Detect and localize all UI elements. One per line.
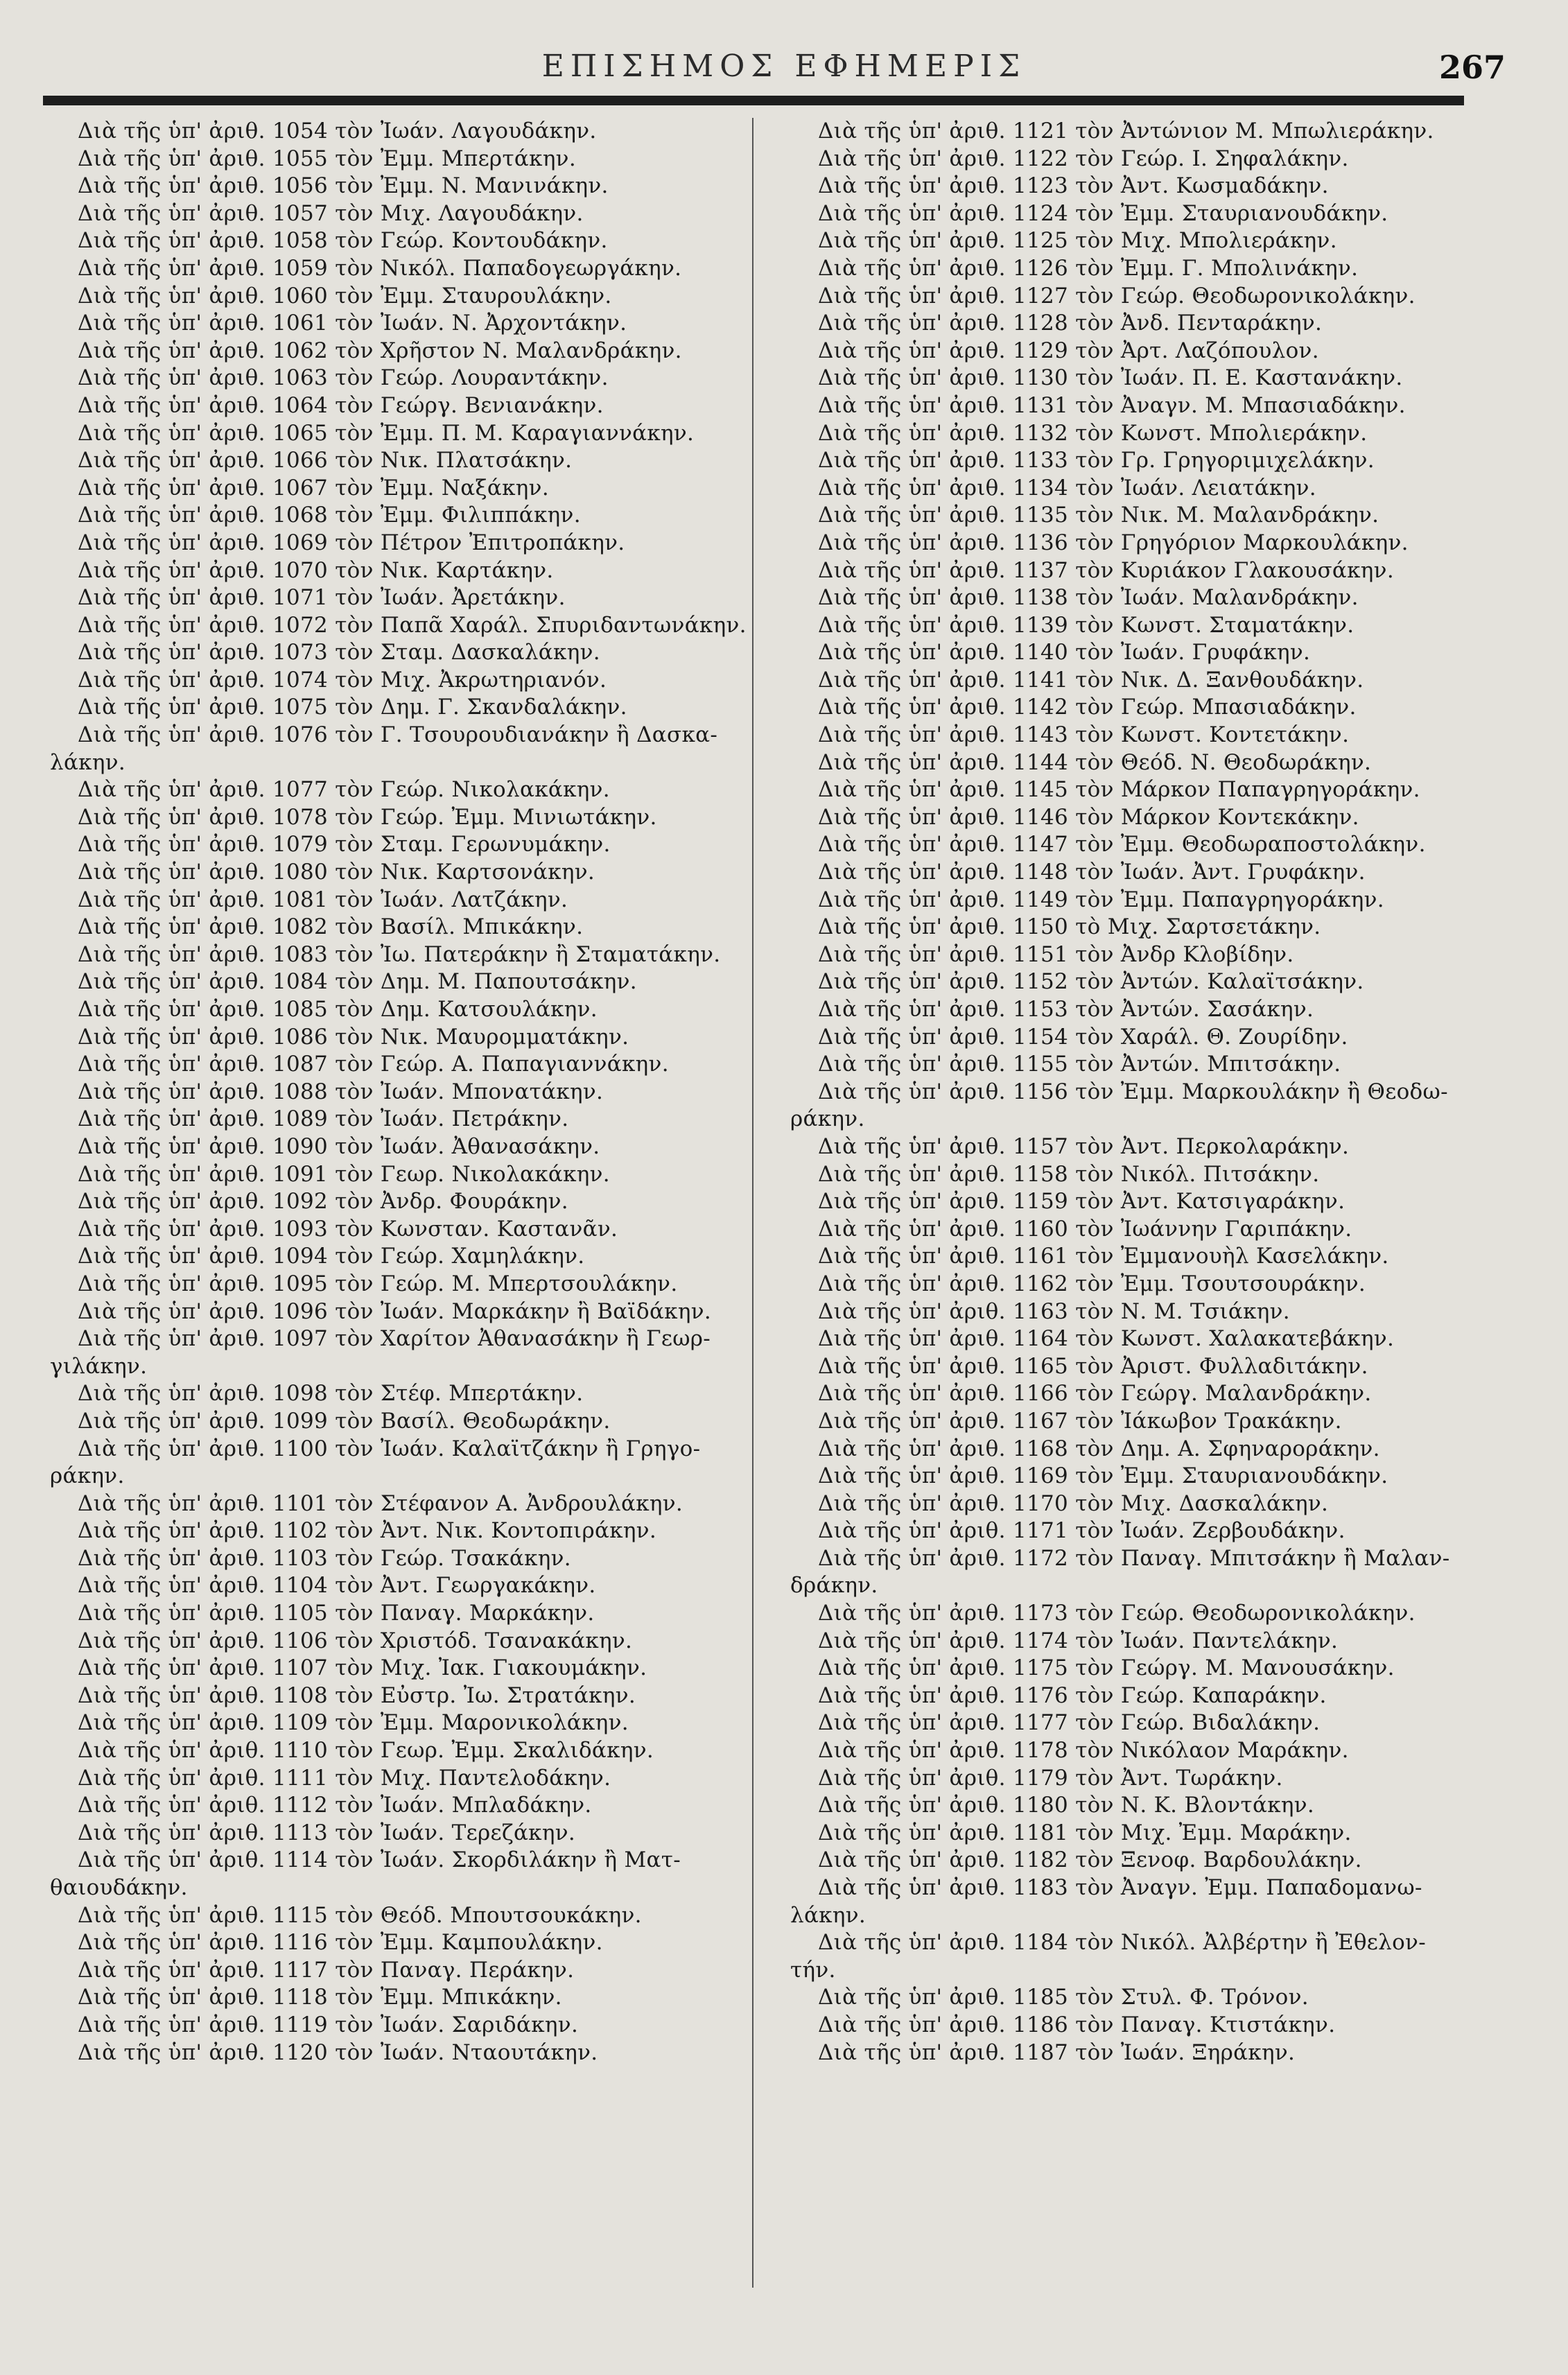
naturalization-entry: Διὰ τῆς ὑπ' ἀριθ. 1054 τὸν Ἰωάν. Λαγουδάκην. <box>78 119 597 143</box>
naturalization-entry: Διὰ τῆς ὑπ' ἀριθ. 1174 τὸν Ἰωάν. Παντελάκην. <box>818 1628 1339 1653</box>
naturalization-entry: Διὰ τῆς ὑπ' ἀριθ. 1153 τὸν Ἀντών. Σασάκην. <box>818 997 1314 1022</box>
naturalization-entry: Διὰ τῆς ὑπ' ἀριθ. 1122 τὸν Γεώρ. Ι. Σηφαλάκην. <box>818 146 1349 171</box>
naturalization-entry: Διὰ τῆς ὑπ' ἀριθ. 1083 τὸν Ἰω. Πατεράκην ἢ Σταματάκην. <box>78 941 721 967</box>
naturalization-entry: Διὰ τῆς ὑπ' ἀριθ. 1111 τὸν Μιχ. Παντελοδάκην. <box>78 1765 611 1791</box>
naturalization-entry: Διὰ τῆς ὑπ' ἀριθ. 1166 τὸν Γεώργ. Μαλανδράκην. <box>818 1381 1372 1407</box>
naturalization-entry: Διὰ τῆς ὑπ' ἀριθ. 1154 τὸν Χαράλ. Θ. Ζουρίδην. <box>818 1024 1348 1050</box>
naturalization-entry: Διὰ τῆς ὑπ' ἀριθ. 1113 τὸν Ἰωάν. Τερεζάκην. <box>78 1820 576 1845</box>
naturalization-entry: Διὰ τῆς ὑπ' ἀριθ. 1185 τὸν Στυλ. Φ. Τρόνον. <box>818 1985 1309 2010</box>
naturalization-entry: Διὰ τῆς ὑπ' ἀριθ. 1065 τὸν Ἐμμ. Π. Μ. Καραγιαννάκην. <box>78 420 695 446</box>
naturalization-entry: Διὰ τῆς ὑπ' ἀριθ. 1141 τὸν Νικ. Δ. Ξανθουδάκην. <box>818 667 1364 693</box>
naturalization-entry: Διὰ τῆς ὑπ' ἀριθ. 1152 τὸν Ἀντών. Καλαϊτσάκην. <box>818 969 1364 995</box>
naturalization-entry: Διὰ τῆς ὑπ' ἀριθ. 1186 τὸν Παναγ. Κτιστάκην. <box>818 2012 1336 2037</box>
naturalization-entry: Διὰ τῆς ὑπ' ἀριθ. 1142 τὸν Γεώρ. Μπασιαδάκην. <box>818 695 1357 720</box>
naturalization-entry: Διὰ τῆς ὑπ' ἀριθ. 1103 τὸν Γεώρ. Τσακάκην. <box>78 1545 571 1571</box>
naturalization-entry: Διὰ τῆς ὑπ' ἀριθ. 1144 τὸν Θεόδ. Ν. Θεοδωράκην. <box>818 749 1372 775</box>
naturalization-entry: Διὰ τῆς ὑπ' ἀριθ. 1132 τὸν Κωνστ. Μπολιεράκην. <box>818 420 1368 446</box>
naturalization-entry: Διὰ τῆς ὑπ' ἀριθ. 1162 τὸν Ἐμμ. Τσουτσουράκην. <box>818 1271 1366 1296</box>
naturalization-entry: Διὰ τῆς ὑπ' ἀριθ. 1112 τὸν Ἰωάν. Μπλαδάκην. <box>78 1793 592 1818</box>
naturalization-entry: Διὰ τῆς ὑπ' ἀριθ. 1084 τὸν Δημ. Μ. Παπουτσάκην. <box>78 969 637 995</box>
page-header <box>42 49 1526 97</box>
naturalization-entry: Διὰ τῆς ὑπ' ἀριθ. 1058 τὸν Γεώρ. Κοντουδάκην. <box>78 228 608 254</box>
page-number: 267 <box>1438 49 1506 86</box>
entry-continuation: δράκην. <box>790 1573 878 1599</box>
naturalization-entry: Διὰ τῆς ὑπ' ἀριθ. 1123 τὸν Ἀντ. Κωσμαδάκην. <box>818 173 1329 199</box>
entry-continuation: τήν. <box>790 1957 836 1983</box>
naturalization-entry: Διὰ τῆς ὑπ' ἀριθ. 1169 τὸν Ἐμμ. Σταυριανουδάκην. <box>818 1463 1388 1489</box>
naturalization-entry: Διὰ τῆς ὑπ' ἀριθ. 1147 τὸν Ἐμμ. Θεοδωραποστολάκην. <box>818 832 1426 858</box>
naturalization-entry: Διὰ τῆς ὑπ' ἀριθ. 1168 τὸν Δημ. Α. Σφηναροράκην. <box>818 1436 1380 1461</box>
naturalization-entry: Διὰ τῆς ὑπ' ἀριθ. 1143 τὸν Κωνστ. Κοντετάκην. <box>818 722 1350 748</box>
naturalization-entry: Διὰ τῆς ὑπ' ἀριθ. 1158 τὸν Νικόλ. Πιτσάκην. <box>818 1161 1320 1187</box>
naturalization-entry: Διὰ τῆς ὑπ' ἀριθ. 1098 τὸν Στέφ. Μπερτάκην. <box>78 1381 584 1407</box>
naturalization-entry: Διὰ τῆς ὑπ' ἀριθ. 1093 τὸν Κωνσταν. Καστανᾶν. <box>78 1216 618 1242</box>
naturalization-entry: Διὰ τῆς ὑπ' ἀριθ. 1081 τὸν Ἰωάν. Λατζάκην. <box>78 887 568 912</box>
left-column <box>50 118 747 2067</box>
naturalization-entry: Διὰ τῆς ὑπ' ἀριθ. 1099 τὸν Βασίλ. Θεοδωράκην. <box>78 1408 611 1434</box>
naturalization-entry: Διὰ τῆς ὑπ' ἀριθ. 1074 τὸν Μιχ. Ἀκρωτηριανόν. <box>78 667 607 693</box>
naturalization-entry: Διὰ τῆς ὑπ' ἀριθ. 1149 τὸν Ἐμμ. Παπαγρηγοράκην. <box>818 887 1384 912</box>
naturalization-entry: Διὰ τῆς ὑπ' ἀριθ. 1073 τὸν Σταμ. Δασκαλάκην. <box>78 640 600 665</box>
naturalization-entry: Διὰ τῆς ὑπ' ἀριθ. 1066 τὸν Νικ. Πλατσάκην. <box>78 448 573 473</box>
entry-continuation: λάκην. <box>790 1902 866 1928</box>
naturalization-entry: Διὰ τῆς ὑπ' ἀριθ. 1163 τὸν Ν. Μ. Τσιάκην. <box>818 1298 1290 1324</box>
naturalization-entry: Διὰ τῆς ὑπ' ἀριθ. 1173 τὸν Γεώρ. Θεοδωρονικολάκην. <box>818 1601 1415 1626</box>
naturalization-entry: Διὰ τῆς ὑπ' ἀριθ. 1109 τὸν Ἐμμ. Μαρονικολάκην. <box>78 1710 629 1736</box>
naturalization-entry: Διὰ τῆς ὑπ' ἀριθ. 1105 τὸν Παναγ. Μαρκάκην. <box>78 1601 595 1626</box>
naturalization-entry: Διὰ τῆς ὑπ' ἀριθ. 1069 τὸν Πέτρον Ἐπιτροπάκην. <box>78 530 625 555</box>
naturalization-entry: Διὰ τῆς ὑπ' ἀριθ. 1125 τὸν Μιχ. Μπολιεράκην. <box>818 228 1337 254</box>
naturalization-entry: Διὰ τῆς ὑπ' ἀριθ. 1119 τὸν Ἰωάν. Σαριδάκην. <box>78 2012 579 2037</box>
naturalization-entry: Διὰ τῆς ὑπ' ἀριθ. 1181 τὸν Μιχ. Ἐμμ. Μαράκην. <box>818 1820 1352 1845</box>
naturalization-entry: Διὰ τῆς ὑπ' ἀριθ. 1061 τὸν Ἰωάν. Ν. Ἀρχοντάκην. <box>78 311 627 336</box>
column-divider <box>752 118 753 2288</box>
naturalization-entry: Διὰ τῆς ὑπ' ἀριθ. 1172 τὸν Παναγ. Μπιτσάκην ἢ Μαλαν- <box>818 1545 1450 1571</box>
naturalization-entry: Διὰ τῆς ὑπ' ἀριθ. 1077 τὸν Γεώρ. Νικολακάκην. <box>78 777 610 803</box>
naturalization-entry: Διὰ τῆς ὑπ' ἀριθ. 1107 τὸν Μιχ. Ἰακ. Γιακουμάκην. <box>78 1655 647 1681</box>
naturalization-entry: Διὰ τῆς ὑπ' ἀριθ. 1085 τὸν Δημ. Κατσουλάκην. <box>78 997 598 1022</box>
naturalization-entry: Διὰ τῆς ὑπ' ἀριθ. 1178 τὸν Νικόλαον Μαράκην. <box>818 1738 1349 1764</box>
naturalization-entry: Διὰ τῆς ὑπ' ἀριθ. 1116 τὸν Ἐμμ. Καμπουλάκην. <box>78 1930 603 1956</box>
naturalization-entry: Διὰ τῆς ὑπ' ἀριθ. 1089 τὸν Ἰωάν. Πετράκην. <box>78 1106 569 1132</box>
naturalization-entry: Διὰ τῆς ὑπ' ἀριθ. 1079 τὸν Σταμ. Γερωνυμάκην. <box>78 832 611 858</box>
naturalization-entry: Διὰ τῆς ὑπ' ἀριθ. 1136 τὸν Γρηγόριον Μαρκουλάκην. <box>818 530 1409 555</box>
naturalization-entry: Διὰ τῆς ὑπ' ἀριθ. 1137 τὸν Κυριάκον Γλακουσάκην. <box>818 557 1394 583</box>
naturalization-entry: Διὰ τῆς ὑπ' ἀριθ. 1072 τὸν Παπᾶ Χαράλ. Σπυριδαντωνάκην. <box>78 612 747 638</box>
naturalization-entry: Διὰ τῆς ὑπ' ἀριθ. 1134 τὸν Ἰωάν. Λειατάκην. <box>818 475 1316 501</box>
naturalization-entry: Διὰ τῆς ὑπ' ἀριθ. 1092 τὸν Ἀνδρ. Φουράκην. <box>78 1189 568 1215</box>
entry-continuation: λάκην. <box>50 749 126 775</box>
naturalization-entry: Διὰ τῆς ὑπ' ἀριθ. 1126 τὸν Ἐμμ. Γ. Μπολινάκην. <box>818 255 1359 281</box>
naturalization-entry: Διὰ τῆς ὑπ' ἀριθ. 1108 τὸν Εὐστρ. Ἰω. Στρατάκην. <box>78 1682 636 1708</box>
entry-continuation: θαιουδάκην. <box>50 1875 188 1900</box>
naturalization-entry: Διὰ τῆς ὑπ' ἀριθ. 1133 τὸν Γρ. Γρηγοριμιχελάκην. <box>818 448 1375 473</box>
naturalization-entry: Διὰ τῆς ὑπ' ἀριθ. 1177 τὸν Γεώρ. Βιδαλάκην. <box>818 1710 1321 1736</box>
naturalization-entry: Διὰ τῆς ὑπ' ἀριθ. 1184 τὸν Νικόλ. Ἀλβέρτην ἢ Ἐθελον- <box>818 1930 1426 1956</box>
naturalization-entry: Διὰ τῆς ὑπ' ἀριθ. 1121 τὸν Ἀντώνιον Μ. Μπωλιεράκην. <box>818 119 1434 143</box>
naturalization-entry: Διὰ τῆς ὑπ' ἀριθ. 1139 τὸν Κωνστ. Σταματάκην. <box>818 612 1354 638</box>
naturalization-entry: Διὰ τῆς ὑπ' ἀριθ. 1104 τὸν Ἀντ. Γεωργακάκην. <box>78 1573 596 1599</box>
naturalization-entry: Διὰ τῆς ὑπ' ἀριθ. 1138 τὸν Ἰωάν. Μαλανδράκην. <box>818 585 1359 611</box>
naturalization-entry: Διὰ τῆς ὑπ' ἀριθ. 1120 τὸν Ἰωάν. Νταουτάκην. <box>78 2039 598 2065</box>
naturalization-entry: Διὰ τῆς ὑπ' ἀριθ. 1150 τὸ Μιχ. Σαρτσετάκην. <box>818 914 1321 940</box>
naturalization-entry: Διὰ τῆς ὑπ' ἀριθ. 1129 τὸν Ἀρτ. Λαζόπουλον. <box>818 338 1319 363</box>
naturalization-entry: Διὰ τῆς ὑπ' ἀριθ. 1115 τὸν Θεόδ. Μπουτσουκάκην. <box>78 1902 642 1928</box>
naturalization-entry: Διὰ τῆς ὑπ' ἀριθ. 1076 τὸν Γ. Τσουρουδιανάκην ἢ Δασκα- <box>78 722 718 748</box>
naturalization-entry: Διὰ τῆς ὑπ' ἀριθ. 1157 τὸν Ἀντ. Περκολαράκην. <box>818 1133 1350 1159</box>
naturalization-entry: Διὰ τῆς ὑπ' ἀριθ. 1148 τὸν Ἰωάν. Ἀντ. Γρυφάκην. <box>818 860 1366 885</box>
naturalization-entry: Διὰ τῆς ὑπ' ἀριθ. 1063 τὸν Γεώρ. Λουραντάκην. <box>78 365 609 391</box>
naturalization-entry: Διὰ τῆς ὑπ' ἀριθ. 1176 τὸν Γεώρ. Καπαράκην. <box>818 1682 1327 1708</box>
naturalization-entry: Διὰ τῆς ὑπ' ἀριθ. 1102 τὸν Ἀντ. Νικ. Κοντοπιράκην. <box>78 1518 657 1544</box>
gazette-title: ΕΠΙΣΗΜΟΣ ΕΦΗΜΕΡΙΣ <box>541 49 1027 84</box>
naturalization-entry: Διὰ τῆς ὑπ' ἀριθ. 1156 τὸν Ἐμμ. Μαρκουλάκην ἢ Θεοδω- <box>818 1079 1448 1104</box>
header-rule <box>43 96 1464 105</box>
naturalization-entry: Διὰ τῆς ὑπ' ἀριθ. 1170 τὸν Μιχ. Δασκαλάκην. <box>818 1490 1329 1516</box>
naturalization-entry: Διὰ τῆς ὑπ' ἀριθ. 1095 τὸν Γεώρ. Μ. Μπερτσουλάκην. <box>78 1271 678 1296</box>
entry-continuation: γιλάκην. <box>50 1353 148 1379</box>
naturalization-entry: Διὰ τῆς ὑπ' ἀριθ. 1117 τὸν Παναγ. Περάκην. <box>78 1957 575 1983</box>
naturalization-entry: Διὰ τῆς ὑπ' ἀριθ. 1128 τὸν Ἀνδ. Πενταράκην. <box>818 311 1323 336</box>
naturalization-entry: Διὰ τῆς ὑπ' ἀριθ. 1124 τὸν Ἐμμ. Σταυριανουδάκην. <box>818 200 1388 226</box>
naturalization-entry: Διὰ τῆς ὑπ' ἀριθ. 1087 τὸν Γεώρ. Α. Παπαγιαννάκην. <box>78 1052 669 1077</box>
naturalization-entry: Διὰ τῆς ὑπ' ἀριθ. 1088 τὸν Ἰωάν. Μπονατάκην. <box>78 1079 604 1104</box>
naturalization-entry: Διὰ τῆς ὑπ' ἀριθ. 1096 τὸν Ἰωάν. Μαρκάκην ἢ Βαϊδάκην. <box>78 1298 712 1324</box>
naturalization-entry: Διὰ τῆς ὑπ' ἀριθ. 1183 τὸν Ἀναγν. Ἐμμ. Παπαδομανω- <box>818 1875 1422 1900</box>
naturalization-entry: Διὰ τῆς ὑπ' ἀριθ. 1090 τὸν Ἰωάν. Ἀθανασάκην. <box>78 1133 600 1159</box>
naturalization-entry: Διὰ τῆς ὑπ' ἀριθ. 1160 τὸν Ἰωάννην Γαριπάκην. <box>818 1216 1352 1242</box>
naturalization-entry: Διὰ τῆς ὑπ' ἀριθ. 1182 τὸν Ξενοφ. Βαρδουλάκην. <box>818 1847 1362 1873</box>
naturalization-entry: Διὰ τῆς ὑπ' ἀριθ. 1165 τὸν Ἀριστ. Φυλλαδιτάκην. <box>818 1353 1368 1379</box>
naturalization-entry: Διὰ τῆς ὑπ' ἀριθ. 1130 τὸν Ἰωάν. Π. Ε. Καστανάκην. <box>818 365 1403 391</box>
naturalization-entry: Διὰ τῆς ὑπ' ἀριθ. 1060 τὸν Ἐμμ. Σταυρουλάκην. <box>78 283 612 308</box>
naturalization-entry: Διὰ τῆς ὑπ' ἀριθ. 1080 τὸν Νικ. Καρτσονάκην. <box>78 860 595 885</box>
naturalization-entry: Διὰ τῆς ὑπ' ἀριθ. 1082 τὸν Βασίλ. Μπικάκην. <box>78 914 584 940</box>
naturalization-entry: Διὰ τῆς ὑπ' ἀριθ. 1187 τὸν Ἰωάν. Ξηράκην. <box>818 2039 1296 2065</box>
naturalization-entry: Διὰ τῆς ὑπ' ἀριθ. 1114 τὸν Ἰωάν. Σκορδιλάκην ἢ Ματ- <box>78 1847 681 1873</box>
naturalization-entry: Διὰ τῆς ὑπ' ἀριθ. 1140 τὸν Ἰωάν. Γρυφάκην. <box>818 640 1311 665</box>
naturalization-entry: Διὰ τῆς ὑπ' ἀριθ. 1071 τὸν Ἰωάν. Ἀρετάκην. <box>78 585 566 611</box>
naturalization-entry: Διὰ τῆς ὑπ' ἀριθ. 1056 τὸν Ἐμμ. Ν. Μανινάκην. <box>78 173 609 199</box>
naturalization-entry: Διὰ τῆς ὑπ' ἀριθ. 1078 τὸν Γεώρ. Ἐμμ. Μινιωτάκην. <box>78 804 657 830</box>
naturalization-entry: Διὰ τῆς ὑπ' ἀριθ. 1131 τὸν Ἀναγν. Μ. Μπασιαδάκην. <box>818 392 1406 418</box>
naturalization-entry: Διὰ τῆς ὑπ' ἀριθ. 1180 τὸν Ν. Κ. Βλοντάκην. <box>818 1793 1315 1818</box>
naturalization-entry: Διὰ τῆς ὑπ' ἀριθ. 1062 τὸν Χρῆστον Ν. Μαλανδράκην. <box>78 338 682 363</box>
naturalization-entry: Διὰ τῆς ὑπ' ἀριθ. 1127 τὸν Γεώρ. Θεοδωρονικολάκην. <box>818 283 1415 308</box>
naturalization-entry: Διὰ τῆς ὑπ' ἀριθ. 1067 τὸν Ἐμμ. Ναξάκην. <box>78 475 549 501</box>
naturalization-entry: Διὰ τῆς ὑπ' ἀριθ. 1094 τὸν Γεώρ. Χαμηλάκην. <box>78 1244 585 1269</box>
naturalization-entry: Διὰ τῆς ὑπ' ἀριθ. 1155 τὸν Ἀντών. Μπιτσάκην. <box>818 1052 1341 1077</box>
naturalization-entry: Διὰ τῆς ὑπ' ἀριθ. 1055 τὸν Ἐμμ. Μπερτάκην. <box>78 146 576 171</box>
naturalization-entry: Διὰ τῆς ὑπ' ἀριθ. 1064 τὸν Γεώργ. Βενιανάκην. <box>78 392 604 418</box>
naturalization-entry: Διὰ τῆς ὑπ' ἀριθ. 1070 τὸν Νικ. Καρτάκην. <box>78 557 554 583</box>
naturalization-entry: Διὰ τῆς ὑπ' ἀριθ. 1101 τὸν Στέφανον Α. Ἀνδρουλάκην. <box>78 1490 683 1516</box>
naturalization-entry: Διὰ τῆς ὑπ' ἀριθ. 1106 τὸν Χριστόδ. Τσανακάκην. <box>78 1628 633 1653</box>
naturalization-entry: Διὰ τῆς ὑπ' ἀριθ. 1068 τὸν Ἐμμ. Φιλιππάκην. <box>78 503 581 528</box>
naturalization-entry: Διὰ τῆς ὑπ' ἀριθ. 1097 τὸν Χαρίτον Ἀθανασάκην ἢ Γεωρ- <box>78 1326 711 1352</box>
naturalization-entry: Διὰ τῆς ὑπ' ἀριθ. 1175 τὸν Γεώργ. Μ. Μανουσάκην. <box>818 1655 1395 1681</box>
naturalization-entry: Διὰ τῆς ὑπ' ἀριθ. 1151 τὸν Ἀνδρ Κλοβίδην. <box>818 941 1294 967</box>
naturalization-entry: Διὰ τῆς ὑπ' ἀριθ. 1161 τὸν Ἐμμανουὴλ Κασελάκην. <box>818 1244 1389 1269</box>
naturalization-entry: Διὰ τῆς ὑπ' ἀριθ. 1118 τὸν Ἐμμ. Μπικάκην. <box>78 1985 562 2010</box>
naturalization-entry: Διὰ τῆς ὑπ' ἀριθ. 1100 τὸν Ἰωάν. Καλαϊτζάκην ἢ Γρηγο- <box>78 1436 701 1461</box>
naturalization-entry: Διὰ τῆς ὑπ' ἀριθ. 1146 τὸν Μάρκον Κοντεκάκην. <box>818 804 1359 830</box>
naturalization-entry: Διὰ τῆς ὑπ' ἀριθ. 1179 τὸν Ἀντ. Τωράκην. <box>818 1765 1283 1791</box>
naturalization-entry: Διὰ τῆς ὑπ' ἀριθ. 1086 τὸν Νικ. Μαυρομματάκην. <box>78 1024 629 1050</box>
naturalization-entry: Διὰ τῆς ὑπ' ἀριθ. 1091 τὸν Γεωρ. Νικολακάκην. <box>78 1161 610 1187</box>
naturalization-entry: Διὰ τῆς ὑπ' ἀριθ. 1075 τὸν Δημ. Γ. Σκανδαλάκην. <box>78 695 627 720</box>
naturalization-entry: Διὰ τῆς ὑπ' ἀριθ. 1171 τὸν Ἰωάν. Ζερβουδάκην. <box>818 1518 1345 1544</box>
entry-continuation: ράκην. <box>50 1463 125 1489</box>
naturalization-entry: Διὰ τῆς ὑπ' ἀριθ. 1145 τὸν Μάρκον Παπαγρηγοράκην. <box>818 777 1420 803</box>
naturalization-entry: Διὰ τῆς ὑπ' ἀριθ. 1159 τὸν Ἀντ. Κατσιγαράκην. <box>818 1189 1345 1215</box>
naturalization-entry: Διὰ τῆς ὑπ' ἀριθ. 1164 τὸν Κωνστ. Χαλακατεβάκην. <box>818 1326 1395 1352</box>
naturalization-entry: Διὰ τῆς ὑπ' ἀριθ. 1110 τὸν Γεωρ. Ἐμμ. Σκαλιδάκην. <box>78 1738 654 1764</box>
naturalization-entry: Διὰ τῆς ὑπ' ἀριθ. 1059 τὸν Νικόλ. Παπαδογεωργάκην. <box>78 255 682 281</box>
entry-continuation: ράκην. <box>790 1106 865 1132</box>
naturalization-entry: Διὰ τῆς ὑπ' ἀριθ. 1135 τὸν Νικ. Μ. Μαλανδράκην. <box>818 503 1379 528</box>
right-column <box>790 118 1483 2067</box>
naturalization-entry: Διὰ τῆς ὑπ' ἀριθ. 1167 τὸν Ἰάκωβον Τρακάκην. <box>818 1408 1342 1434</box>
naturalization-entry: Διὰ τῆς ὑπ' ἀριθ. 1057 τὸν Μιχ. Λαγουδάκην. <box>78 200 584 226</box>
